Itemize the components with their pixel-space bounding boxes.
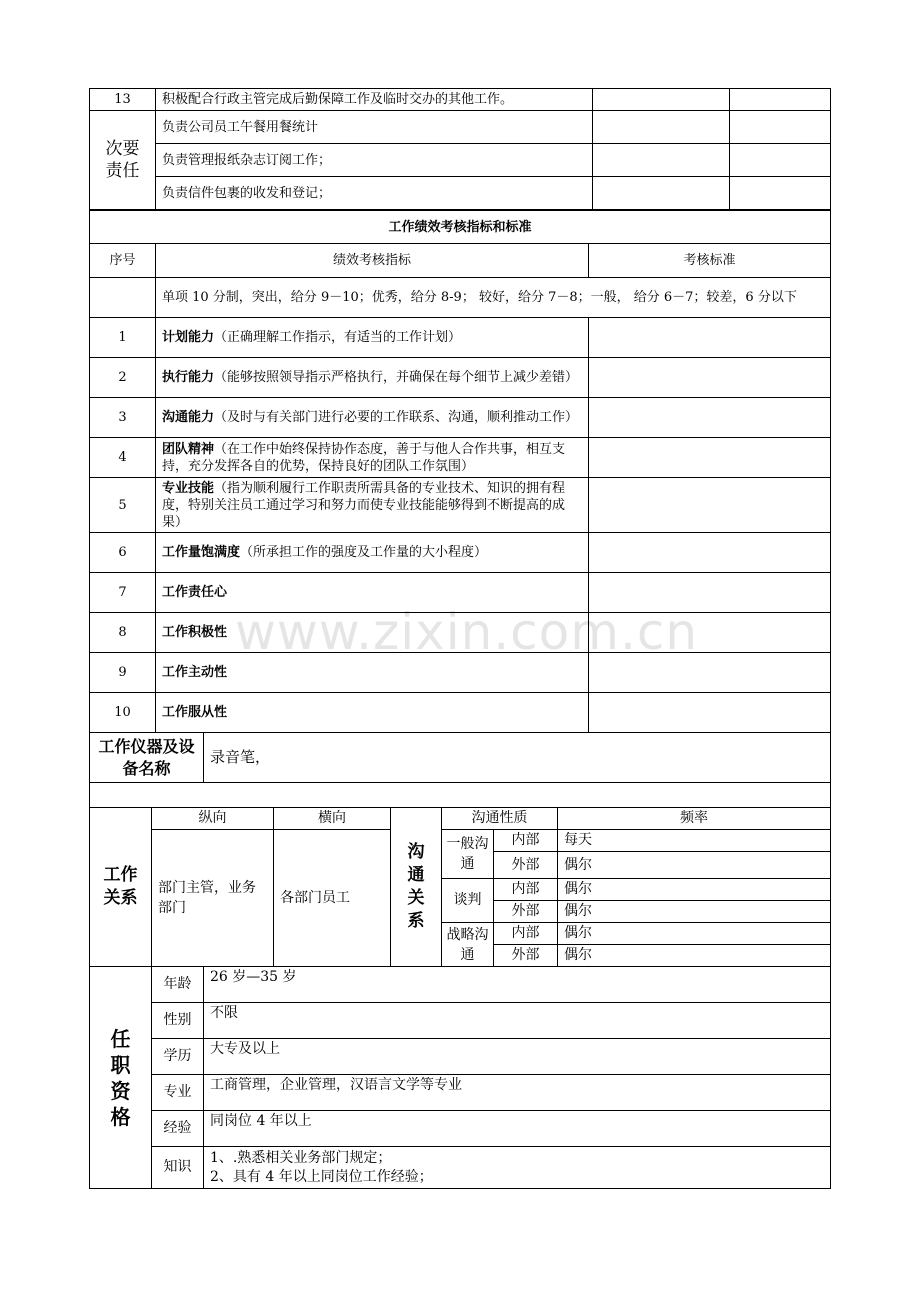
item-number: 4 bbox=[90, 438, 156, 478]
standard-cell bbox=[589, 613, 831, 653]
comm-frequency: 偶尔 bbox=[558, 852, 831, 879]
comm-frequency: 偶尔 bbox=[558, 923, 831, 945]
standard-cell bbox=[589, 573, 831, 613]
empty-cell bbox=[593, 111, 730, 144]
indicator-cell bbox=[156, 533, 589, 573]
qual-key: 学历 bbox=[152, 1039, 204, 1075]
indicator-cell bbox=[156, 358, 589, 398]
standard-cell bbox=[589, 533, 831, 573]
item-number: 2 bbox=[90, 358, 156, 398]
qual-value: 不限 bbox=[204, 1003, 831, 1039]
comm-scope: 外部 bbox=[494, 945, 558, 967]
comm-type: 战略沟通 bbox=[442, 923, 494, 967]
comm-type: 一般沟通 bbox=[442, 830, 494, 879]
equipment-table bbox=[89, 732, 831, 808]
relations-table bbox=[89, 807, 831, 967]
empty-cell bbox=[90, 278, 156, 318]
indicator-desc: （正确理解工作指示，有适当的工作计划） bbox=[214, 330, 462, 345]
comm-frequency: 每天 bbox=[558, 830, 831, 852]
qual-key: 经验 bbox=[152, 1111, 204, 1147]
vertical-value: 部门主管，业务部门 bbox=[152, 830, 274, 967]
equipment-label: 工作仪器及设备名称 bbox=[90, 733, 204, 783]
indicator-name: 工作积极性 bbox=[156, 613, 589, 653]
qual-key: 年龄 bbox=[152, 967, 204, 1003]
scoring-note: 单项 10 分制，突出，给分 9－10；优秀，给分 8-9； 较好，给分 7－8；一般， 给分 6－7；较差，6 分以下 bbox=[156, 278, 831, 318]
secondary-duty: 负责信件包裹的收发和登记； bbox=[156, 177, 593, 210]
item-number: 1 bbox=[90, 318, 156, 358]
item-number: 7 bbox=[90, 573, 156, 613]
nature-header: 沟通性质 bbox=[442, 808, 558, 830]
standard-cell bbox=[589, 358, 831, 398]
qual-key: 专业 bbox=[152, 1075, 204, 1111]
item-number: 10 bbox=[90, 693, 156, 733]
comm-scope: 内部 bbox=[494, 923, 558, 945]
item-number: 9 bbox=[90, 653, 156, 693]
header-no: 序号 bbox=[90, 244, 156, 278]
comm-scope: 外部 bbox=[494, 852, 558, 879]
qual-key: 性别 bbox=[152, 1003, 204, 1039]
indicator-name: 工作服从性 bbox=[156, 693, 589, 733]
indicator-desc: （及时与有关部门进行必要的工作联系、沟通，顺利推动工作） bbox=[214, 410, 579, 425]
comm-scope: 内部 bbox=[494, 830, 558, 852]
empty-cell bbox=[593, 89, 730, 111]
indicator-name: 工作量饱满度 bbox=[162, 545, 241, 560]
secondary-duty: 负责公司员工午餐用餐统计 bbox=[156, 111, 593, 144]
indicator-cell bbox=[156, 398, 589, 438]
indicator-desc: （在工作中始终保持协作态度，善于与他人合作共事，相互支持，充分发挥各自的优势，保持良好的团队工作氛围） bbox=[162, 441, 566, 474]
standard-cell bbox=[589, 398, 831, 438]
empty-cell bbox=[593, 177, 730, 210]
secondary-duties-label: 次要责任 bbox=[90, 111, 156, 210]
empty-row bbox=[90, 783, 831, 808]
standard-cell bbox=[589, 693, 831, 733]
duties-table bbox=[89, 88, 831, 210]
indicator-cell bbox=[156, 318, 589, 358]
performance-title: 工作绩效考核指标和标准 bbox=[90, 211, 831, 244]
item-number: 6 bbox=[90, 533, 156, 573]
equipment-value: 录音笔， bbox=[204, 733, 831, 783]
qual-key: 知识 bbox=[152, 1147, 204, 1189]
qualifications-label: 任职资格 bbox=[90, 967, 152, 1189]
work-relations-label: 工作关系 bbox=[90, 808, 152, 967]
item-number: 3 bbox=[90, 398, 156, 438]
indicator-name: 工作主动性 bbox=[156, 653, 589, 693]
duty-text: 积极配合行政主管完成后勤保障工作及临时交办的其他工作。 bbox=[156, 89, 593, 111]
communication-relations-label: 沟通关系 bbox=[391, 808, 442, 967]
knowledge-line: 2、具有 4 年以上同岗位工作经验； bbox=[210, 1168, 433, 1185]
knowledge-line: 1、.熟悉相关业务部门规定； bbox=[210, 1149, 392, 1166]
empty-cell bbox=[593, 144, 730, 177]
header-standard: 考核标准 bbox=[589, 244, 831, 278]
comm-frequency: 偶尔 bbox=[558, 901, 831, 923]
qual-value bbox=[204, 1147, 831, 1189]
item-number: 8 bbox=[90, 613, 156, 653]
standard-cell bbox=[589, 653, 831, 693]
vertical-header: 纵向 bbox=[152, 808, 274, 830]
item-number: 5 bbox=[90, 478, 156, 533]
empty-cell bbox=[730, 144, 831, 177]
empty-cell bbox=[730, 111, 831, 144]
comm-type: 谈判 bbox=[442, 879, 494, 923]
indicator-desc: （所承担工作的强度及工作量的大小程度） bbox=[240, 545, 488, 560]
indicator-name: 沟通能力 bbox=[162, 410, 215, 425]
indicator-name: 执行能力 bbox=[162, 370, 215, 385]
indicator-name: 计划能力 bbox=[162, 330, 215, 345]
empty-cell bbox=[730, 177, 831, 210]
horizontal-header: 横向 bbox=[274, 808, 391, 830]
secondary-duty: 负责管理报纸杂志订阅工作； bbox=[156, 144, 593, 177]
indicator-name: 团队精神 bbox=[162, 441, 215, 457]
standard-cell bbox=[589, 438, 831, 478]
watermark: www.zixin.com.cn bbox=[235, 603, 699, 661]
header-indicator: 绩效考核指标 bbox=[156, 244, 589, 278]
qual-value: 大专及以上 bbox=[204, 1039, 831, 1075]
qualifications-table bbox=[89, 966, 831, 1189]
frequency-header: 频率 bbox=[558, 808, 831, 830]
indicator-name: 工作责任心 bbox=[156, 573, 589, 613]
performance-table bbox=[89, 210, 831, 733]
indicator-name: 专业技能 bbox=[162, 480, 215, 496]
comm-scope: 外部 bbox=[494, 901, 558, 923]
indicator-desc: （指为顺利履行工作职责所需具备的专业技术、知识的拥有程度，特别关注员工通过学习和努力而使专业技能能够得到不断提高的成果） bbox=[162, 480, 566, 530]
qual-value: 同岗位 4 年以上 bbox=[204, 1111, 831, 1147]
indicator-desc: （能够按照领导指示严格执行，并确保在每个细节上减少差错） bbox=[214, 370, 579, 385]
comm-scope: 内部 bbox=[494, 879, 558, 901]
empty-cell bbox=[730, 89, 831, 111]
standard-cell bbox=[589, 478, 831, 533]
horizontal-value: 各部门员工 bbox=[274, 830, 391, 967]
row-number: 13 bbox=[90, 89, 156, 111]
qual-value: 26 岁—35 岁 bbox=[204, 967, 831, 1003]
standard-cell bbox=[589, 318, 831, 358]
indicator-cell bbox=[156, 478, 589, 533]
comm-frequency: 偶尔 bbox=[558, 879, 831, 901]
comm-frequency: 偶尔 bbox=[558, 945, 831, 967]
indicator-cell bbox=[156, 438, 589, 478]
qual-value: 工商管理，企业管理，汉语言文学等专业 bbox=[204, 1075, 831, 1111]
